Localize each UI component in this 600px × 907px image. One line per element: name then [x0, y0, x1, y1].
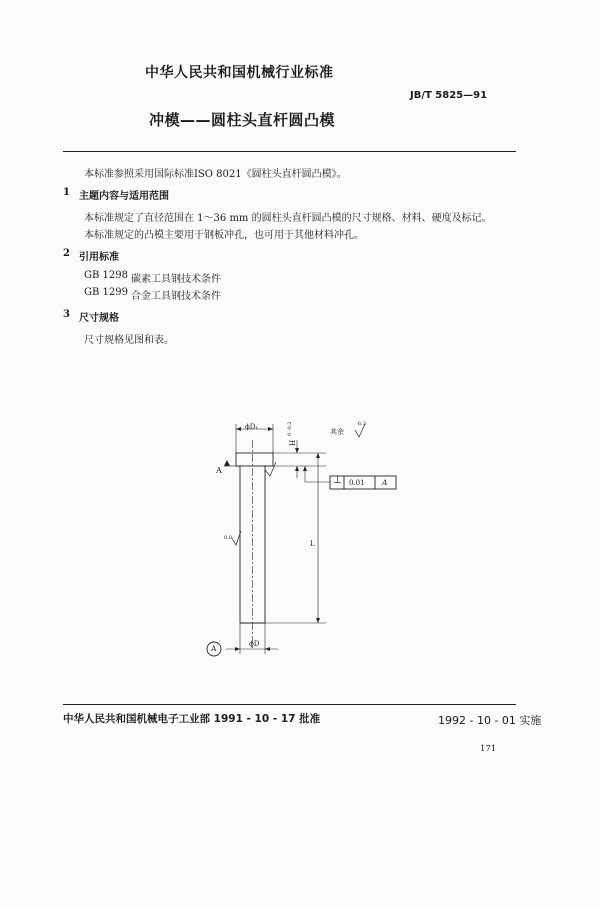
approval-line: 中华人民共和国机械电子工业部 1991 - 10 - 17 批准 — [63, 713, 321, 725]
label-rest: 其余 — [330, 428, 344, 436]
section-3-number: 3 — [63, 309, 70, 320]
tolerance-leader — [305, 466, 330, 482]
section-2-number: 2 — [63, 248, 70, 259]
label-d1: ϕD₁ — [245, 423, 259, 431]
doc-title: 冲模——圆柱头直杆圆凸模 — [149, 111, 336, 129]
tolerance-value: 0.01 — [349, 479, 365, 487]
label-h-tolerance: 0 -0.2 — [287, 421, 293, 436]
intro-text: 本标准参照采用国际标准ISO 8021《圆柱头直杆圆凸模》。 — [84, 169, 347, 180]
datum-label-head: A — [216, 466, 222, 475]
label-l: L — [310, 540, 315, 548]
label-h: H — [289, 439, 297, 446]
effective-date: 1992 - 10 - 01 实施 — [438, 714, 542, 727]
section-1-title: 主题内容与适用范围 — [79, 191, 169, 202]
section-1-para-1: 本标准规定了直径范围在 1～36 mm 的圆柱头直杆圆凸模的尺寸规格、材料、硬度及标记。 — [84, 213, 492, 224]
section-2-title: 引用标准 — [79, 252, 119, 263]
page-number: 171 — [480, 744, 497, 754]
org-title: 中华人民共和国机械行业标准 — [145, 65, 334, 81]
datum-label-bottom: A — [211, 644, 217, 653]
tolerance-datum: A — [382, 478, 388, 487]
section-3-para-1: 尺寸规格见图和表。 — [84, 335, 174, 346]
label-d: ϕD — [249, 640, 260, 648]
tolerance-symbol: ⊥ — [333, 475, 342, 486]
footer-rule — [63, 704, 516, 705]
section-1-para-2: 本标准规定的凸模主要用于钢板冲孔，也可用于其他材料冲孔。 — [84, 230, 364, 241]
punch-head — [236, 453, 273, 466]
roughness-side-value: 0.8 — [224, 535, 232, 541]
roughness-head-symbol — [265, 462, 276, 476]
ref-name-2: 合金工具钢技术条件 — [131, 291, 221, 302]
roughness-rest-value: 6.3 — [358, 421, 366, 427]
section-1-number: 1 — [63, 187, 70, 198]
ref-name-1: 碳素工具钢技术条件 — [131, 274, 221, 285]
section-3-title: 尺寸规格 — [79, 313, 119, 324]
ref-code-2: GB 1299 — [84, 287, 128, 298]
standard-number: JB/T 5825—91 — [410, 90, 488, 101]
ref-code-1: GB 1298 — [84, 270, 128, 281]
